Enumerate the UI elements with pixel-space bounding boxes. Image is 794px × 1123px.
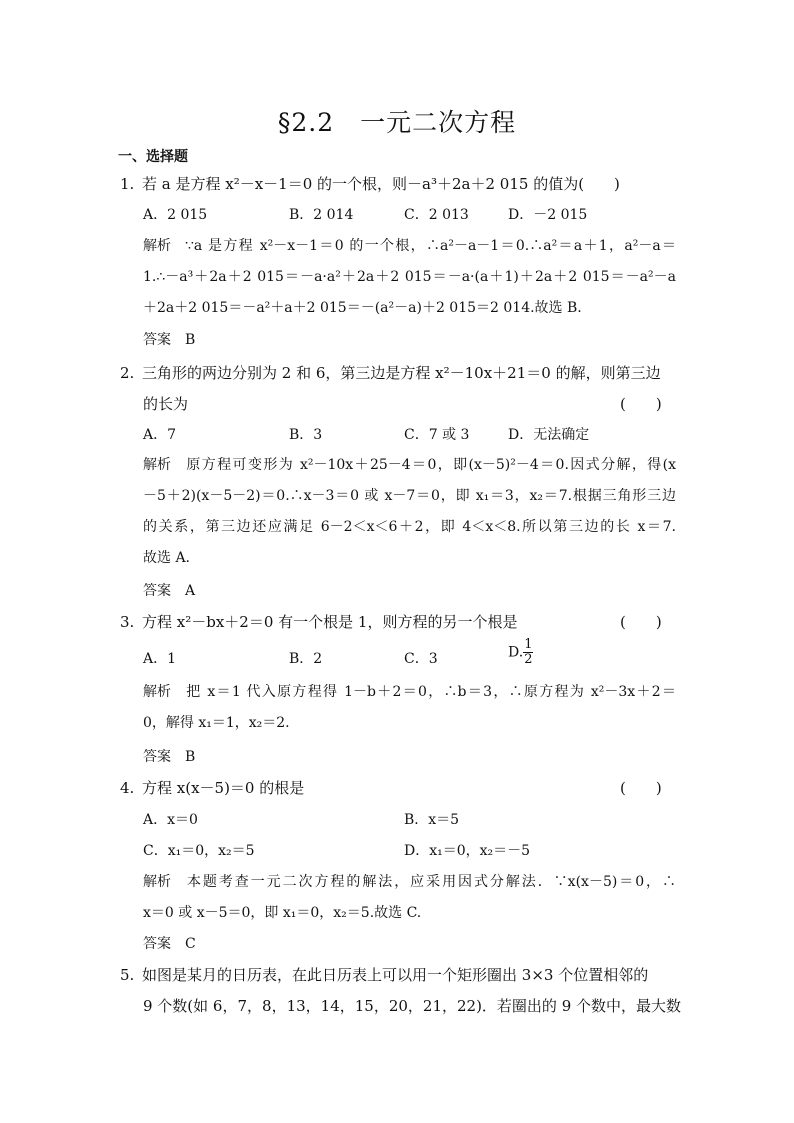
q2-analysis-line-2: －5＋2)(x－5－2)＝0.∴x－3＝0 或 x－7＝0，即 x₁＝3，x₂＝7.根据三角形三边 xyxy=(143,488,676,504)
q2-analysis-line-4: 故选 A. xyxy=(143,550,191,566)
fraction-one-half: $\frac{1}{2}$ xyxy=(524,637,533,667)
q4-option-b: B．x＝5 xyxy=(404,812,460,828)
title-text: 一元二次方程 xyxy=(360,108,517,137)
q4-analysis-line-1: 解析 本题考查一元二次方程的解法，应采用因式分解法．∵x(x－5)＝0，∴ xyxy=(143,874,676,890)
q2-answer-blank: ( ) xyxy=(620,395,662,413)
q4-answer-blank: ( ) xyxy=(620,779,662,797)
q3-answer-blank: ( ) xyxy=(620,613,662,631)
q3-option-c: C．3 xyxy=(404,651,438,667)
q4-answer: 答案 C xyxy=(143,936,196,952)
q4-option-c: C．x₁＝0，x₂＝5 xyxy=(143,843,255,859)
question-4-stem: 4. 方程 x(x－5)＝0 的根是 xyxy=(120,779,305,797)
q2-option-c: C．7 或 3 xyxy=(404,427,470,443)
q1-option-b: B．2 014 xyxy=(289,207,354,223)
q2-answer: 答案 A xyxy=(143,583,196,599)
q4-analysis-line-2: x＝0 或 x－5＝0，即 x₁＝0，x₂＝5.故选 C. xyxy=(143,905,422,921)
question-5-stem: 5. 如图是某月的日历表，在此日历表上可以用一个矩形圈出 3×3 个位置相邻的 xyxy=(120,966,649,984)
q1-analysis-line-2: 1.∴－a³＋2a＋2 015＝－a·a²＋2a＋2 015＝－a·(a＋1)＋2a＋2 015＝－a²－a xyxy=(143,269,676,285)
section-number: §2.2 xyxy=(277,108,335,137)
q1-analysis-line-3: ＋2a＋2 015＝－a²＋a＋2 015＝－(a²－a)＋2 015＝2 014.故选 B. xyxy=(143,300,582,316)
q3-option-a: A．1 xyxy=(143,651,177,667)
question-3-stem: 3. 方程 x²－bx＋2＝0 有一个根是 1，则方程的另一个根是 xyxy=(120,613,518,631)
q1-option-a: A．2 015 xyxy=(143,207,208,223)
q1-analysis-line-1: 解析 ∵a 是方程 x²－x－1＝0 的一个根，∴a²－a－1＝0.∴a²＝a＋1，a²－a＝ xyxy=(143,238,676,254)
q2-option-b: B．3 xyxy=(289,427,323,443)
q4-option-a: A．x＝0 xyxy=(143,812,198,828)
q3-analysis-line-1: 解析 把 x＝1 代入原方程得 1－b＋2＝0，∴b＝3，∴原方程为 x²－3x＋2＝ xyxy=(143,684,676,700)
q4-option-d: D．x₁＝0，x₂＝－5 xyxy=(404,843,531,859)
q2-option-a: A．7 xyxy=(143,427,177,443)
q2-analysis-line-3: 的关系，第三边还应满足 6－2＜x＜6＋2，即 4＜x＜8.所以第三边的长 x＝7. xyxy=(143,519,676,535)
q3-answer: 答案 B xyxy=(143,749,196,765)
question-2-stem-line-2: 的长为 xyxy=(143,395,189,413)
q2-option-d: D．无法确定 xyxy=(508,427,590,443)
q3-analysis-line-2: 0，解得 x₁＝1，x₂＝2. xyxy=(143,715,290,731)
q1-option-c: C．2 013 xyxy=(404,207,469,223)
page-title xyxy=(0,103,794,139)
section-heading: 一、选择题 xyxy=(118,149,188,165)
q2-analysis-line-1: 解析 原方程可变形为 x²－10x＋25－4＝0，即(x－5)²－4＝0.因式分解，得(x xyxy=(143,457,676,473)
question-2-stem: 2. 三角形的两边分别为 2 和 6，第三边是方程 x²－10x＋21＝0 的解，则第三边 xyxy=(120,364,661,382)
q3-option-b: B．2 xyxy=(289,651,323,667)
question-1-stem: 1. 若 a 是方程 x²－x－1＝0 的一个根，则－a³＋2a＋2 015 的值为( ) xyxy=(120,175,620,193)
question-5-stem-line-2: 9 个数(如 6，7，8，13，14，15，20，21，22)．若圈出的 9 个数中，最大数 xyxy=(143,997,682,1015)
q1-option-d: D．－2 015 xyxy=(508,207,588,223)
q1-answer: 答案 B xyxy=(143,332,196,348)
q3-option-d: D. $\frac{1}{2}$ xyxy=(508,637,533,667)
